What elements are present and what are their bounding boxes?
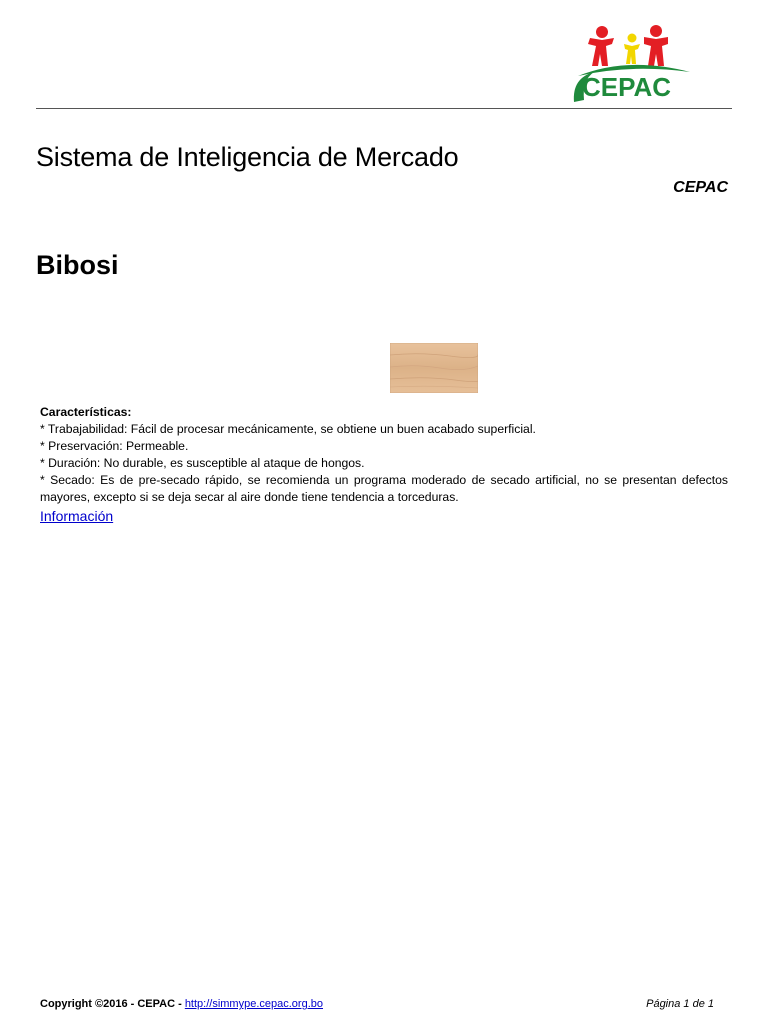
svg-text:CEPAC: CEPAC	[582, 72, 672, 102]
footer-copyright	[40, 998, 323, 1010]
copyright-text: Copyright ©2016 - CEPAC -	[40, 998, 185, 1010]
header-divider	[36, 108, 732, 109]
page-title: Sistema de Inteligencia de Mercado	[36, 142, 459, 172]
characteristics-heading: Características:	[40, 405, 132, 419]
characteristic-item: * Preservación: Permeable.	[40, 439, 189, 453]
characteristic-item: * Secado: Es de pre-secado rápido, se recomienda un programa moderado de secado artificial, no se presentan defectos mayores, excepto si se deja secar al aire donde tiene tendencia a torceduras.	[40, 473, 728, 504]
organization-name: CEPAC	[673, 179, 728, 196]
species-title: Bibosi	[36, 250, 119, 280]
wood-sample-image	[390, 343, 478, 393]
cepac-logo	[568, 22, 696, 106]
page-footer	[40, 998, 714, 1010]
characteristics-section	[40, 404, 728, 526]
footer-url-link[interactable]: http://simmype.cepac.org.bo	[184, 998, 323, 1010]
informacion-link[interactable]: Información	[40, 508, 114, 524]
page-number: Página 1 de 1	[646, 998, 714, 1010]
characteristic-item: * Trabajabilidad: Fácil de procesar mecánicamente, se obtiene un buen acabado superficial.	[40, 422, 536, 436]
logo-figures-icon	[588, 25, 668, 66]
characteristic-item: * Duración: No durable, es susceptible al ataque de hongos.	[40, 456, 365, 470]
